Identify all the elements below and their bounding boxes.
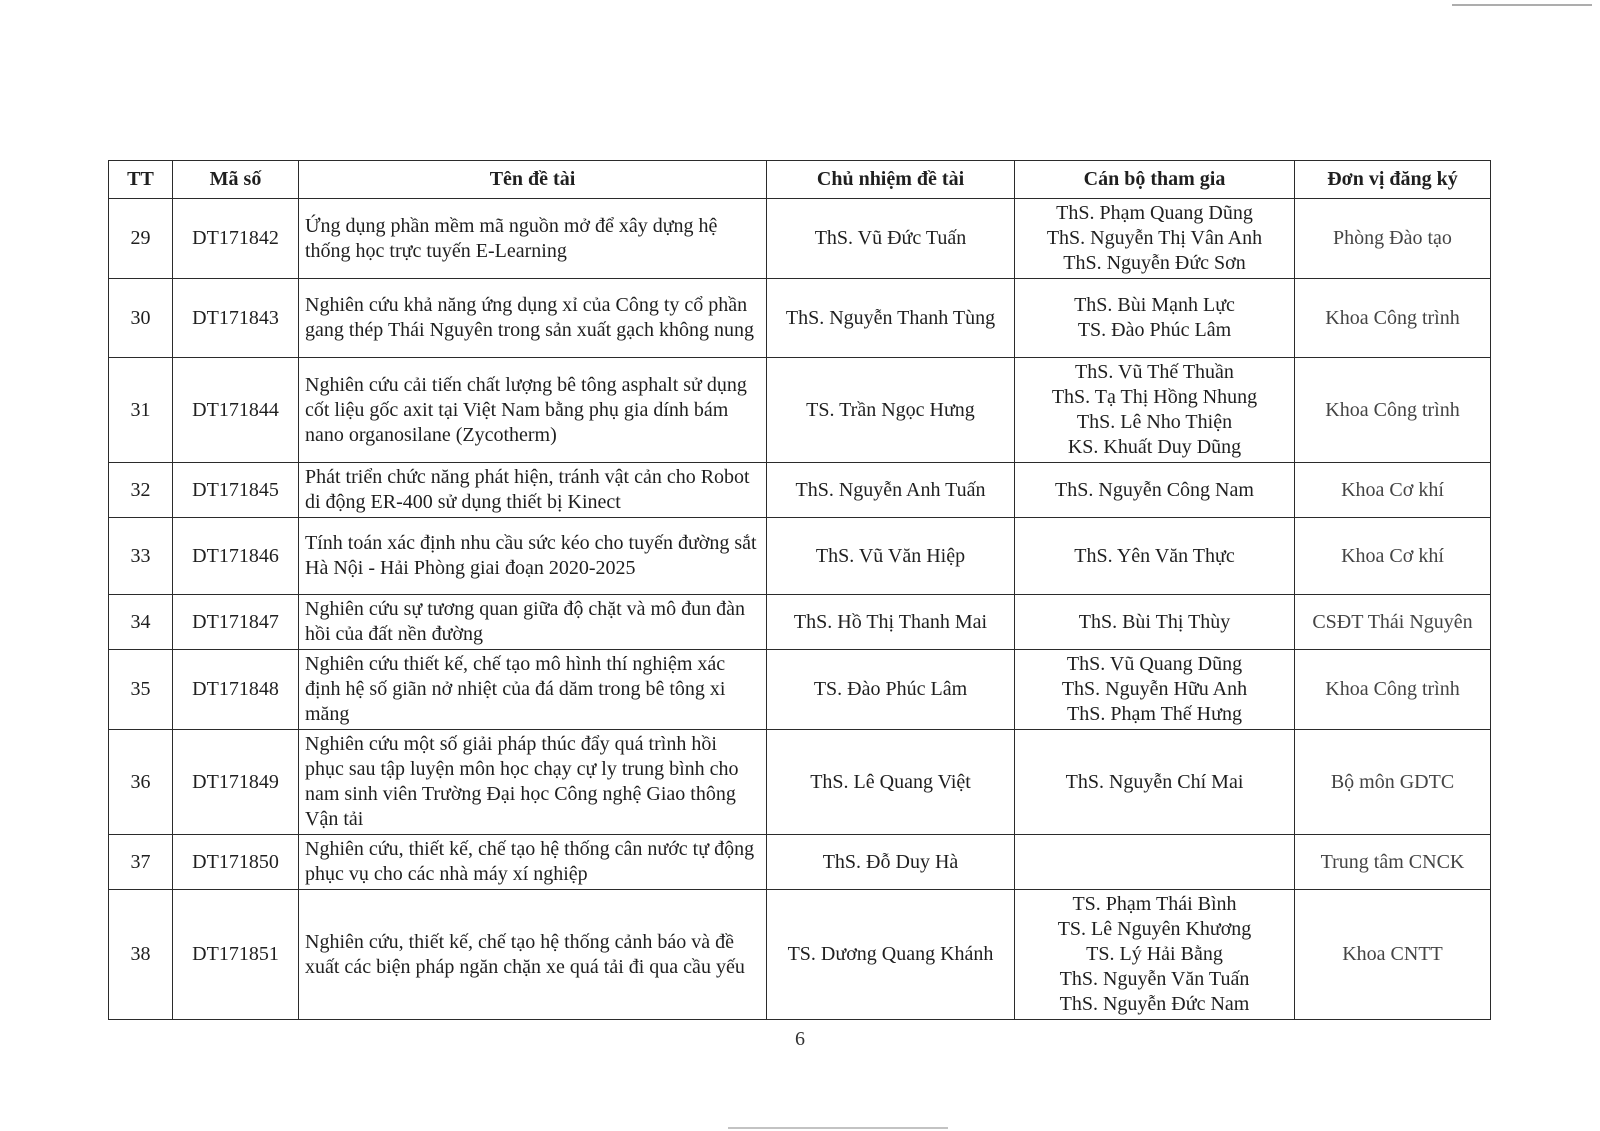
topic-lead: TS. Đào Phúc Lâm [767, 650, 1015, 730]
member-name: ThS. Nguyễn Đức Sơn [1063, 252, 1246, 274]
topic-title: Nghiên cứu thiết kế, chế tạo mô hình thí nghiệm xác định hệ số giãn nở nhiệt của đá dăm trong bê tông xi măng [299, 650, 767, 730]
topic-title: Phát triển chức năng phát hiện, tránh vật cản cho Robot di động ER-400 sử dụng thiết bị Kinect [299, 463, 767, 518]
header-unit: Đơn vị đăng ký [1295, 161, 1491, 199]
topic-lead: TS. Dương Quang Khánh [767, 890, 1015, 1020]
topic-members [1015, 835, 1295, 890]
topic-members [1015, 279, 1295, 358]
member-name: ThS. Phạm Thế Hưng [1067, 703, 1242, 725]
member-name: ThS. Phạm Quang Dũng [1056, 202, 1253, 224]
scan-edge-mark [1452, 4, 1592, 6]
member-name: TS. Lê Nguyên Khương [1057, 918, 1252, 940]
table-header-row [109, 161, 1491, 199]
row-number: 29 [109, 199, 173, 279]
topic-code: DT171843 [173, 279, 299, 358]
topic-members [1015, 650, 1295, 730]
member-name: ThS. Bùi Mạnh Lực [1074, 294, 1235, 316]
header-lead: Chủ nhiệm đề tài [767, 161, 1015, 199]
topic-title: Nghiên cứu sự tương quan giữa độ chặt và mô đun đàn hồi của đất nền đường [299, 595, 767, 650]
row-number: 35 [109, 650, 173, 730]
table-row [109, 463, 1491, 518]
topic-code: DT171845 [173, 463, 299, 518]
table-row [109, 835, 1491, 890]
header-title: Tên đề tài [299, 161, 767, 199]
table-row [109, 730, 1491, 835]
member-name: ThS. Nguyễn Đức Nam [1059, 993, 1250, 1015]
row-number: 33 [109, 518, 173, 595]
registering-unit: Trung tâm CNCK [1295, 835, 1491, 890]
topic-title: Nghiên cứu, thiết kế, chế tạo hệ thống cảnh báo và đề xuất các biện pháp ngăn chặn xe quá tải đi qua cầu yếu [299, 890, 767, 1020]
registering-unit: Khoa Cơ khí [1295, 463, 1491, 518]
registering-unit: Khoa Công trình [1295, 358, 1491, 463]
table-row [109, 890, 1491, 1020]
member-name: ThS. Nguyễn Chí Mai [1065, 770, 1244, 793]
topic-members [1015, 518, 1295, 595]
topic-code: DT171851 [173, 890, 299, 1020]
topic-lead: ThS. Lê Quang Việt [767, 730, 1015, 835]
registering-unit: Phòng Đào tạo [1295, 199, 1491, 279]
row-number: 32 [109, 463, 173, 518]
table-row [109, 650, 1491, 730]
topic-lead: ThS. Vũ Đức Tuấn [767, 199, 1015, 279]
registering-unit: Khoa Công trình [1295, 650, 1491, 730]
topic-title: Tính toán xác định nhu cầu sức kéo cho tuyến đường sắt Hà Nội - Hải Phòng giai đoạn 2020-2025 [299, 518, 767, 595]
research-topics-table [108, 160, 1491, 1020]
member-name: ThS. Bùi Thị Thùy [1078, 610, 1231, 633]
topic-members [1015, 730, 1295, 835]
registering-unit: Bộ môn GDTC [1295, 730, 1491, 835]
topic-title: Nghiên cứu cải tiến chất lượng bê tông asphalt sử dụng cốt liệu gốc axit tại Việt Nam bằng phụ gia dính bám nano organosilane (Zycotherm) [299, 358, 767, 463]
registering-unit: Khoa Cơ khí [1295, 518, 1491, 595]
topic-title: Nghiên cứu một số giải pháp thúc đẩy quá trình hồi phục sau tập luyện môn học chạy cự ly trung bình cho nam sinh viên Trường Đại học Công nghệ Giao thông Vận tải [299, 730, 767, 835]
topic-title: Nghiên cứu, thiết kế, chế tạo hệ thống cân nước tự động phục vụ cho các nhà máy xí nghiệp [299, 835, 767, 890]
registering-unit: Khoa Công trình [1295, 279, 1491, 358]
topic-lead: ThS. Vũ Văn Hiệp [767, 518, 1015, 595]
header-members: Cán bộ tham gia [1015, 161, 1295, 199]
topic-code: DT171842 [173, 199, 299, 279]
table-row [109, 279, 1491, 358]
member-name: ThS. Nguyễn Văn Tuấn [1059, 968, 1250, 990]
registering-unit: Khoa CNTT [1295, 890, 1491, 1020]
topic-lead: TS. Trần Ngọc Hưng [767, 358, 1015, 463]
table-body [109, 199, 1491, 1020]
topic-code: DT171849 [173, 730, 299, 835]
member-name: ThS. Vũ Thế Thuần [1075, 361, 1234, 383]
member-name: ThS. Nguyễn Công Nam [1055, 478, 1254, 501]
topic-lead: ThS. Nguyễn Anh Tuấn [767, 463, 1015, 518]
row-number: 37 [109, 835, 173, 890]
topic-lead: ThS. Đỗ Duy Hà [767, 835, 1015, 890]
row-number: 36 [109, 730, 173, 835]
topic-members [1015, 463, 1295, 518]
member-name: ThS. Vũ Quang Dũng [1066, 653, 1243, 675]
topic-code: DT171846 [173, 518, 299, 595]
topic-code: DT171848 [173, 650, 299, 730]
table-row [109, 595, 1491, 650]
member-name: ThS. Tạ Thị Hồng Nhung [1051, 386, 1258, 408]
member-name: TS. Phạm Thái Bình [1072, 893, 1237, 915]
table-row [109, 518, 1491, 595]
row-number: 38 [109, 890, 173, 1020]
header-tt: TT [109, 161, 173, 199]
member-name: TS. Đào Phúc Lâm [1077, 319, 1232, 341]
member-name: ThS. Nguyễn Hữu Anh [1061, 678, 1248, 700]
member-name: ThS. Nguyễn Thị Vân Anh [1046, 227, 1263, 249]
topic-title: Nghiên cứu khả năng ứng dụng xỉ của Công ty cổ phần gang thép Thái Nguyên trong sản xuất gạch không nung [299, 279, 767, 358]
member-name: TS. Lý Hải Bằng [1086, 943, 1223, 965]
topic-lead: ThS. Hồ Thị Thanh Mai [767, 595, 1015, 650]
header-code: Mã số [173, 161, 299, 199]
table-row [109, 358, 1491, 463]
row-number: 31 [109, 358, 173, 463]
topic-members [1015, 199, 1295, 279]
member-name: ThS. Yên Văn Thực [1074, 544, 1235, 567]
page-number: 6 [795, 1028, 805, 1050]
topic-code: DT171844 [173, 358, 299, 463]
topic-code: DT171850 [173, 835, 299, 890]
row-number: 30 [109, 279, 173, 358]
topic-lead: ThS. Nguyễn Thanh Tùng [767, 279, 1015, 358]
registering-unit: CSĐT Thái Nguyên [1295, 595, 1491, 650]
topic-members [1015, 595, 1295, 650]
topic-members [1015, 358, 1295, 463]
member-name: ThS. Lê Nho Thiện [1076, 411, 1233, 433]
member-name: KS. Khuất Duy Dũng [1067, 436, 1242, 458]
row-number: 34 [109, 595, 173, 650]
topic-code: DT171847 [173, 595, 299, 650]
scan-footer-mark [728, 1127, 948, 1129]
table-row [109, 199, 1491, 279]
topic-title: Ứng dụng phần mềm mã nguồn mở để xây dựng hệ thống học trực tuyến E-Learning [299, 199, 767, 279]
topic-members [1015, 890, 1295, 1020]
